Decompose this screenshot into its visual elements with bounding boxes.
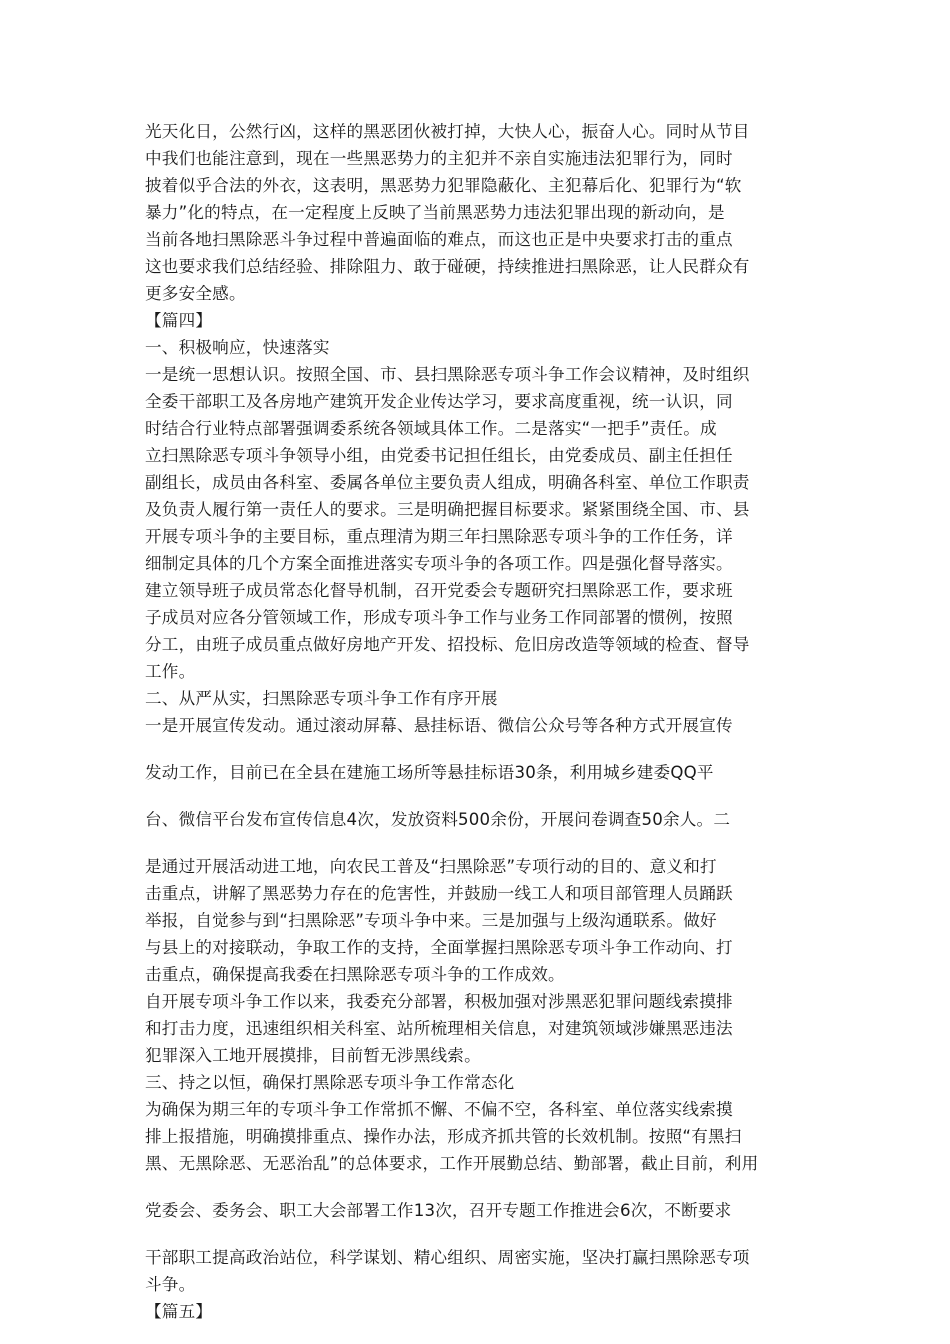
line-gap xyxy=(145,1224,815,1244)
paragraph-line: 黑、无黑除恶、无恶治乱”的总体要求，工作开展勤总结、勤部署，截止目前，利用 xyxy=(145,1154,759,1173)
paragraph-line: 中我们也能注意到，现在一些黑恶势力的主犯并不亲自实施违法犯罪行为，同时 xyxy=(145,149,733,168)
document-page xyxy=(145,118,815,1325)
paragraph-line: 更多安全感。 xyxy=(145,284,246,303)
subsection-heading: 二、从严从实，扫黑除恶专项斗争工作有序开展 xyxy=(145,689,498,708)
line-gap xyxy=(145,1177,815,1197)
section-heading: 【篇四】 xyxy=(145,311,213,330)
paragraph-line: 光天化日，公然行凶，这样的黑恶团伙被打掉，大快人心，振奋人心。同时从节目 xyxy=(145,122,750,141)
paragraph-line: 一是统一思想认识。按照全国、市、县扫黑除恶专项斗争工作会议精神，及时组织 xyxy=(145,365,750,384)
paragraph-line: 与县上的对接联动，争取工作的支持，全面掌握扫黑除恶专项斗争工作动向、打 xyxy=(145,938,733,957)
paragraph-line: 一是开展宣传发动。通过滚动屏幕、悬挂标语、微信公众号等各种方式开展宣传 xyxy=(145,716,733,735)
paragraph-line: 台、微信平台发布宣传信息4次，发放资料500余份，开展问卷调查50余人。二 xyxy=(145,810,731,829)
paragraph-line: 细制定具体的几个方案全面推进落实专项斗争的各项工作。四是强化督导落实。 xyxy=(145,554,733,573)
paragraph-line: 斗争。 xyxy=(145,1275,196,1294)
paragraph-line: 为确保为期三年的专项斗争工作常抓不懈、不偏不空，各科室、单位落实线索摸 xyxy=(145,1100,733,1119)
paragraph-line: 暴力”化的特点，在一定程度上反映了当前黑恶势力违法犯罪出现的新动向，是 xyxy=(145,203,725,222)
paragraph-line: 这也要求我们总结经验、排除阻力、敢于碰硬，持续推进扫黑除恶，让人民群众有 xyxy=(145,257,750,276)
paragraph-line: 击重点，讲解了黑恶势力存在的危害性，并鼓励一线工人和项目部管理人员踊跃 xyxy=(145,884,733,903)
paragraph-line: 时结合行业特点部署强调委系统各领域具体工作。二是落实“一把手”责任。成 xyxy=(145,419,717,438)
paragraph-line: 全委干部职工及各房地产建筑开发企业传达学习，要求高度重视，统一认识，同 xyxy=(145,392,733,411)
section-heading: 【篇五】 xyxy=(145,1302,213,1321)
paragraph-line: 建立领导班子成员常态化督导机制，召开党委会专题研究扫黑除恶工作，要求班 xyxy=(145,581,733,600)
paragraph-line: 立扫黑除恶专项斗争领导小组，由党委书记担任组长，由党委成员、副主任担任 xyxy=(145,446,733,465)
paragraph-line: 披着似乎合法的外衣，这表明，黑恶势力犯罪隐蔽化、主犯幕后化、犯罪行为“软 xyxy=(145,176,742,195)
subsection-heading: 三、持之以恒，确保打黑除恶专项斗争工作常态化 xyxy=(145,1073,515,1092)
paragraph-line: 犯罪深入工地开展摸排，目前暂无涉黑线索。 xyxy=(145,1046,481,1065)
paragraph-line: 发动工作，目前已在全县在建施工场所等悬挂标语30条，利用城乡建委QQ平 xyxy=(145,763,714,782)
paragraph-line: 和打击力度，迅速组织相关科室、站所梳理相关信息，对建筑领域涉嫌黑恶违法 xyxy=(145,1019,733,1038)
subsection-heading: 一、积极响应，快速落实 xyxy=(145,338,330,357)
paragraph-line: 是通过开展活动进工地，向农民工普及“扫黑除恶”专项行动的目的、意义和打 xyxy=(145,857,717,876)
paragraph-line: 分工，由班子成员重点做好房地产开发、招投标、危旧房改造等领域的检查、督导 xyxy=(145,635,750,654)
paragraph-line: 干部职工提高政治站位，科学谋划、精心组织、周密实施，坚决打赢扫黑除恶专项 xyxy=(145,1248,750,1267)
paragraph-line: 击重点，确保提高我委在扫黑除恶专项斗争的工作成效。 xyxy=(145,965,565,984)
paragraph-line: 子成员对应各分管领域工作，形成专项斗争工作与业务工作同部署的惯例，按照 xyxy=(145,608,733,627)
paragraph-line: 自开展专项斗争工作以来，我委充分部署，积极加强对涉黑恶犯罪问题线索摸排 xyxy=(145,992,733,1011)
paragraph-line: 举报，自觉参与到“扫黑除恶”专项斗争中来。三是加强与上级沟通联系。做好 xyxy=(145,911,717,930)
paragraph-line: 开展专项斗争的主要目标，重点理清为期三年扫黑除恶专项斗争的工作任务，详 xyxy=(145,527,733,546)
paragraph-line: 副组长，成员由各科室、委属各单位主要负责人组成，明确各科室、单位工作职责 xyxy=(145,473,750,492)
line-gap xyxy=(145,833,815,853)
paragraph-line: 工作。 xyxy=(145,662,196,681)
paragraph-line: 当前各地扫黑除恶斗争过程中普遍面临的难点，而这也正是中央要求打击的重点 xyxy=(145,230,733,249)
line-gap xyxy=(145,786,815,806)
line-gap xyxy=(145,739,815,759)
paragraph-line: 及负责人履行第一责任人的要求。三是明确把握目标要求。紧紧围绕全国、市、县 xyxy=(145,500,750,519)
paragraph-line: 排上报措施，明确摸排重点、操作办法，形成齐抓共管的长效机制。按照“有黑扫 xyxy=(145,1127,742,1146)
paragraph-line: 党委会、委务会、职工大会部署工作13次，召开专题工作推进会6次，不断要求 xyxy=(145,1201,732,1220)
